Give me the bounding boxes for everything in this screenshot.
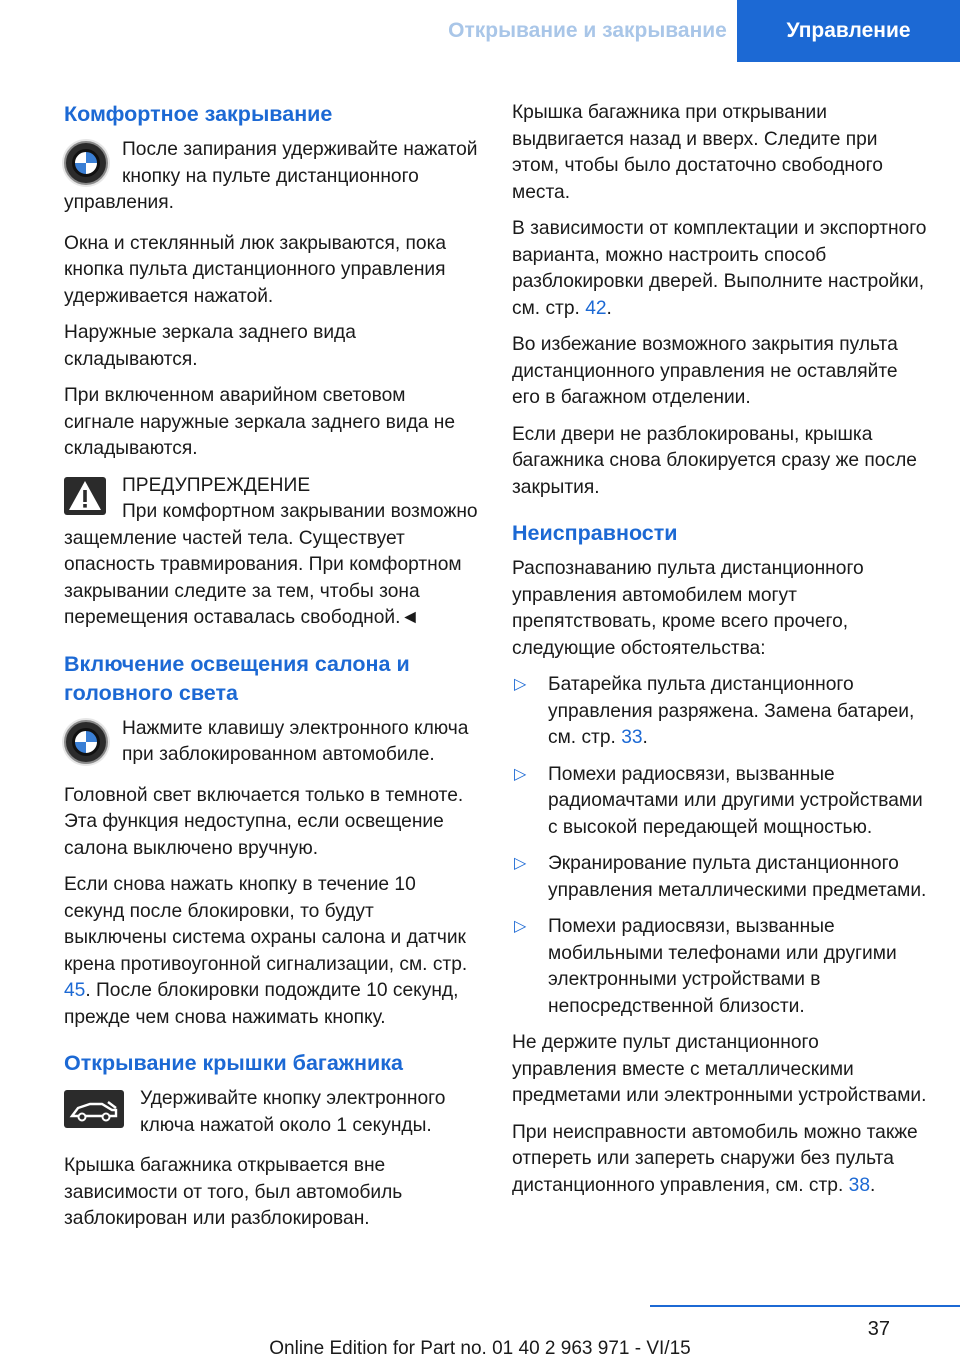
heading-faults: Неисправности bbox=[512, 521, 678, 545]
paragraph-variant: В зависимости от комплектации и экспортного варианта, можно настроить способ разблокировки дверей. Выполните настройки, см. стр. 42. bbox=[512, 218, 927, 319]
paragraph-relock: Если двери не разблокированы, крышка багажника снова блокируется сразу же после закрытия. bbox=[512, 423, 917, 498]
comfort-instruction-text: После запирания удерживайте нажатой кнопку на пульте дистанционного управления. bbox=[64, 139, 478, 213]
bullet-marker: ▷ bbox=[514, 855, 527, 872]
left-column bbox=[64, 100, 478, 1243]
paragraph-headlight: Головной свет включается только в темноте. Эта функция недоступна, если освещение салона выключено вручную. bbox=[64, 784, 464, 859]
list-item: ▷ Батарейка пульта дистанционного управления разряжена. Замена батареи, см. стр. 33. bbox=[514, 674, 915, 748]
bullet-marker: ▷ bbox=[514, 676, 527, 693]
footer-edition: Online Edition for Part no. 01 40 2 963 971 - VI/15 bbox=[269, 1338, 691, 1359]
lighting-instruction bbox=[64, 716, 478, 769]
page-number: 37 bbox=[867, 1318, 890, 1340]
paragraph-windows: Окна и стеклянный люк закрываются, пока кнопка пульта дистанционного управления удерживается нажатой. bbox=[64, 232, 447, 307]
paragraph-mirrors: Наружные зеркала заднего вида складываются. bbox=[64, 322, 356, 370]
warning-block bbox=[64, 473, 478, 632]
page-link-45[interactable]: 45 bbox=[64, 980, 86, 1001]
paragraph-manual: При неисправности автомобиль можно также отпереть или запереть снаружи без пульта дистанционного управления, см. стр. 38. bbox=[512, 1121, 918, 1196]
remote-key-icon bbox=[64, 720, 108, 764]
list-item: ▷ Экранирование пульта дистанционного управления металлическими предметами. bbox=[514, 853, 927, 901]
bullet-marker: ▷ bbox=[514, 765, 527, 783]
bullet-marker: ▷ bbox=[514, 918, 527, 935]
faults-list bbox=[512, 672, 927, 1020]
footer-rule bbox=[650, 1305, 960, 1307]
paragraph-avoid: Во избежание возможного закрытия пульта дистанционного управления не оставляйте его в багажном отделении. bbox=[512, 334, 898, 408]
page-link-33[interactable]: 33 bbox=[621, 727, 643, 748]
heading-trunk: Открывание крышки багажника bbox=[64, 1051, 403, 1075]
warning-triangle-icon bbox=[64, 477, 106, 515]
trunk-car-icon bbox=[64, 1090, 124, 1128]
section-title: Открывание и закрывание bbox=[448, 19, 727, 42]
lighting-instruction-text: Нажмите клавишу электронного ключа при заблокированном автомобиле. bbox=[122, 717, 469, 765]
paragraph-keep-away: Не держите пульт дистанционного управления вместе с металлическими предметами или электронными устройствами. bbox=[512, 1032, 927, 1106]
heading-comfort-closing: Комфортное закрывание bbox=[64, 102, 333, 126]
paragraph-press-again: Если снова нажать кнопку в течение 10 секунд после блокировки, то будут выключены система охраны салона и датчик крена противоугонной сигнализации, см. стр. 45. После блокировки подождите 10 секунд, прежде чем снова нажимать кнопку. bbox=[64, 874, 468, 1028]
chapter-tab: Управление bbox=[737, 0, 960, 62]
right-column bbox=[512, 100, 927, 1209]
remote-key-icon bbox=[64, 141, 108, 185]
warning-text: При комфортном закрывании возможно защемление частей тела. Существует опасность травмирования. При комфортном закрывании следите за тем, чтобы зона перемещения оставалась свободной.◄ bbox=[64, 501, 478, 628]
page-link-38[interactable]: 38 bbox=[848, 1174, 870, 1196]
page-header bbox=[0, 0, 960, 62]
heading-lighting: Включение освещения салона и головного света bbox=[64, 651, 410, 705]
paragraph-faults: Распознаванию пульта дистанционного управления автомобилем могут препятствовать, кроме всего прочего, следующие обстоятельства: bbox=[512, 558, 864, 659]
comfort-instruction bbox=[64, 137, 478, 217]
trunk-instruction-text: Удерживайте кнопку электронного ключа нажатой около 1 секунды. bbox=[140, 1088, 446, 1136]
list-item: ▷ Помехи радиосвязи, вызванные радиомачтами или другими устройствами с высокой передающей мощностью. bbox=[514, 763, 923, 838]
list-item: ▷ Помехи радиосвязи, вызванные мобильными телефонами или другими электронными устройствами в непосредственной близости. bbox=[514, 916, 897, 1017]
paragraph-hazard: При включенном аварийном световом сигнале наружные зеркала заднего вида не складываются. bbox=[64, 385, 456, 459]
trunk-instruction bbox=[64, 1086, 478, 1139]
paragraph-lid: Крышка багажника при открывании выдвигается назад и вверх. Следите при этом, чтобы было достаточно свободного места. bbox=[512, 102, 883, 203]
page-link-42[interactable]: 42 bbox=[585, 297, 607, 319]
warning-title: ПРЕДУПРЕЖДЕНИЕ bbox=[122, 474, 311, 496]
paragraph-trunk: Крышка багажника открывается вне зависимости от того, был автомобиль заблокирован или разблокирован. bbox=[64, 1155, 403, 1229]
